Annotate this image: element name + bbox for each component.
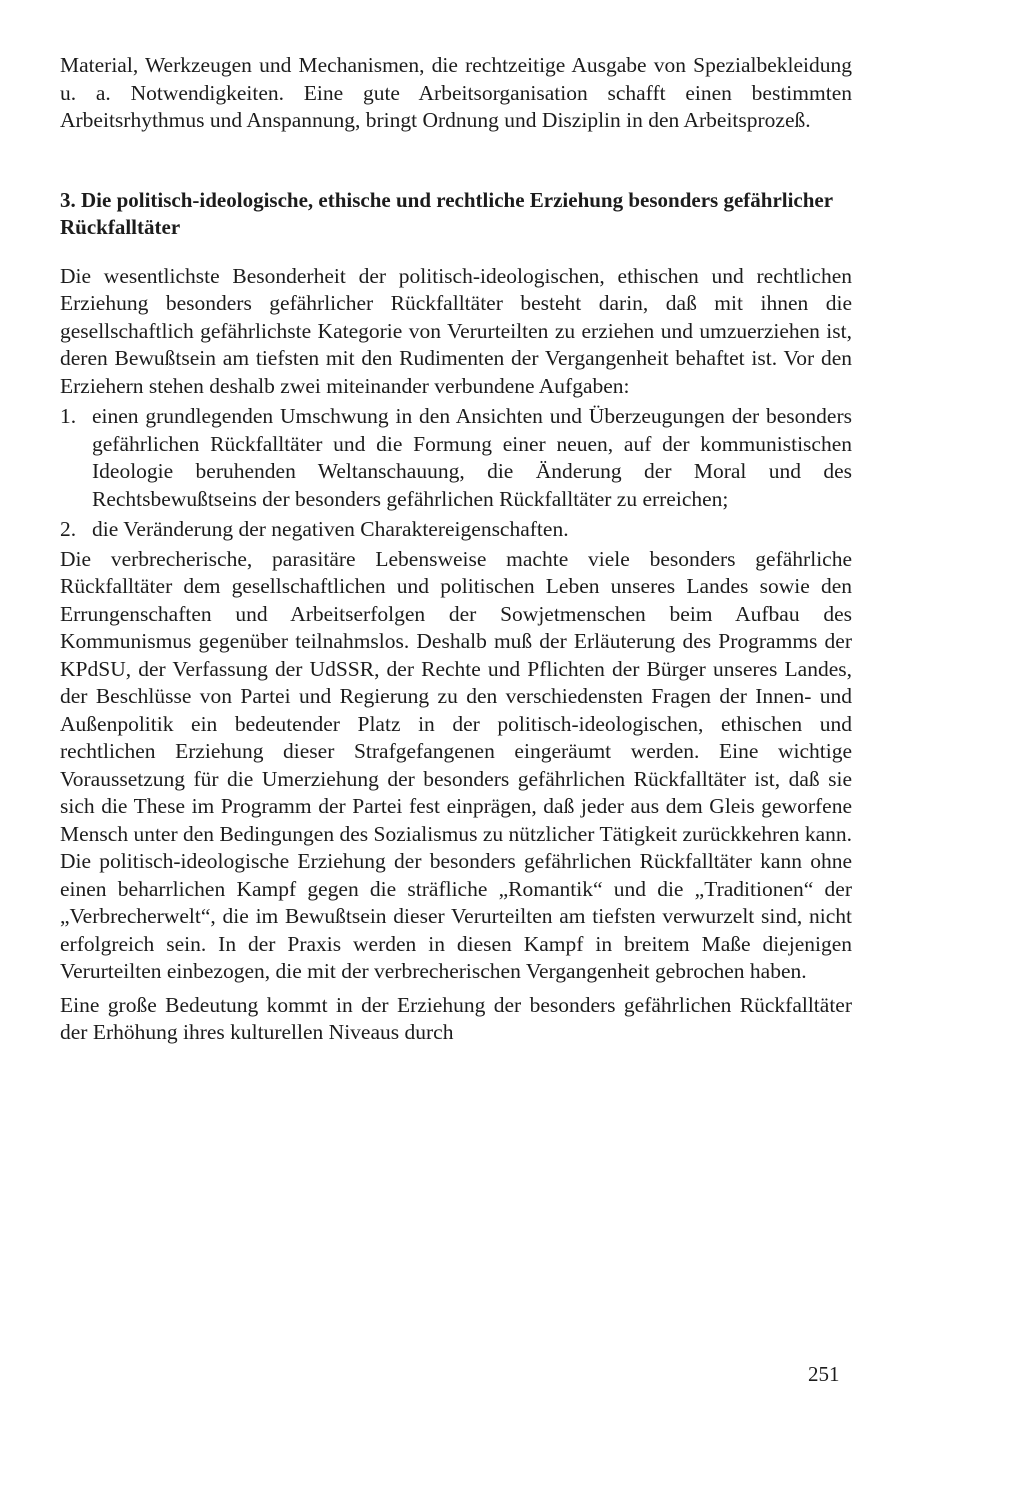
list-item bbox=[60, 403, 852, 513]
body-paragraph-3: Eine große Bedeutung kommt in der Erziehung der besonders gefährlichen Rückfalltäter der Erhöhung ihres kulturellen Niveaus durch bbox=[60, 992, 852, 1044]
list-item-number: 1. bbox=[60, 404, 77, 428]
list-item-text: einen grundlegenden Umschwung in den Ansichten und Überzeugungen der besonders gefährlichen Rückfalltäter und die Formung einer neuen, auf der kommunistischen Ideologie beruhenden Weltanschauung, die Änderung der Moral und des Rechtsbewußtseins der besonders gefährlichen Rückfalltäter zu erreichen; bbox=[92, 404, 852, 511]
continuation-paragraph: Material, Werkzeugen und Mechanismen, die rechtzeitige Ausgabe von Spezialbekleidung u. a. Notwendigkeiten. Eine gute Arbeitsorganisation schafft einen bestimmten Arbeitsrhythmus und Anspannung, bringt Ordnung und Disziplin in den Arbeitsprozeß. bbox=[60, 53, 852, 132]
list-item-number: 2. bbox=[60, 517, 77, 541]
section-heading: 3. Die politisch-ideologische, ethische und rechtliche Erziehung besonders gefährlicher Rückfalltäter bbox=[60, 187, 833, 239]
page-number: 251 bbox=[808, 1362, 840, 1386]
body-paragraph-2: Die verbrecherische, parasitäre Lebensweise machte viele besonders gefährliche Rückfalltäter dem gesellschaftlichen und politischen Leben unseres Landes sowie den Errungenschaften und Arbeitserfolgen der Sowjetmenschen beim Aufbau des Kommunismus gegenüber teilnahmslos. Deshalb muß der Erläuterung des Programms der KPdSU, der Verfassung der UdSSR, der Rechte und Pflichten der Bürger unseres Landes, der Beschlüsse von Partei und Regierung zu den verschiedensten Fragen der Innen- und Außenpolitik ein bedeutender Platz in der politisch-ideologischen, ethischen und rechtlichen Erziehung dieser Strafgefangenen eingeräumt werden. Eine wichtige Voraussetzung für die Umerziehung der besonders gefährlichen Rückfalltäter ist, daß sie sich die These im Programm der Partei fest einprägen, daß jeder aus dem Gleis geworfene Mensch unter den Bedingungen des Sozialismus zu nützlicher Tätigkeit zurückkehren kann. Die politisch-ideologische Erziehung der besonders gefährlichen Rückfalltäter kann ohne einen beharrlichen Kampf gegen die sträfliche „Romantik“ und die „Traditionen“ der „Verbrecherwelt“, die im Bewußtsein dieser Verurteilten am tiefsten verwurzelt sind, nicht erfolgreich sein. In der Praxis werden in diesen Kampf in breitem Maße diejenigen Verurteilten einbezogen, die mit der verbrecherischen Vergangenheit gebrochen haben. bbox=[60, 546, 852, 983]
task-list bbox=[60, 403, 852, 544]
body-paragraph-1: Die wesentlichste Besonderheit der politisch-ideologischen, ethischen und rechtlichen Erziehung besonders gefährlicher Rückfalltäter besteht darin, daß mit ihnen die gesellschaftlich gefährlichste Kategorie von Verurteilten zu erziehen und umzuerziehen ist, deren Bewußtsein am tiefsten mit den Rudimenten der Vergangenheit behaftet ist. Vor den Erziehern stehen deshalb zwei miteinander verbundene Aufgaben: bbox=[60, 263, 852, 398]
list-item bbox=[60, 516, 852, 544]
list-item-text: die Veränderung der negativen Charaktereigenschaften. bbox=[92, 517, 569, 541]
document-page bbox=[60, 52, 852, 1047]
